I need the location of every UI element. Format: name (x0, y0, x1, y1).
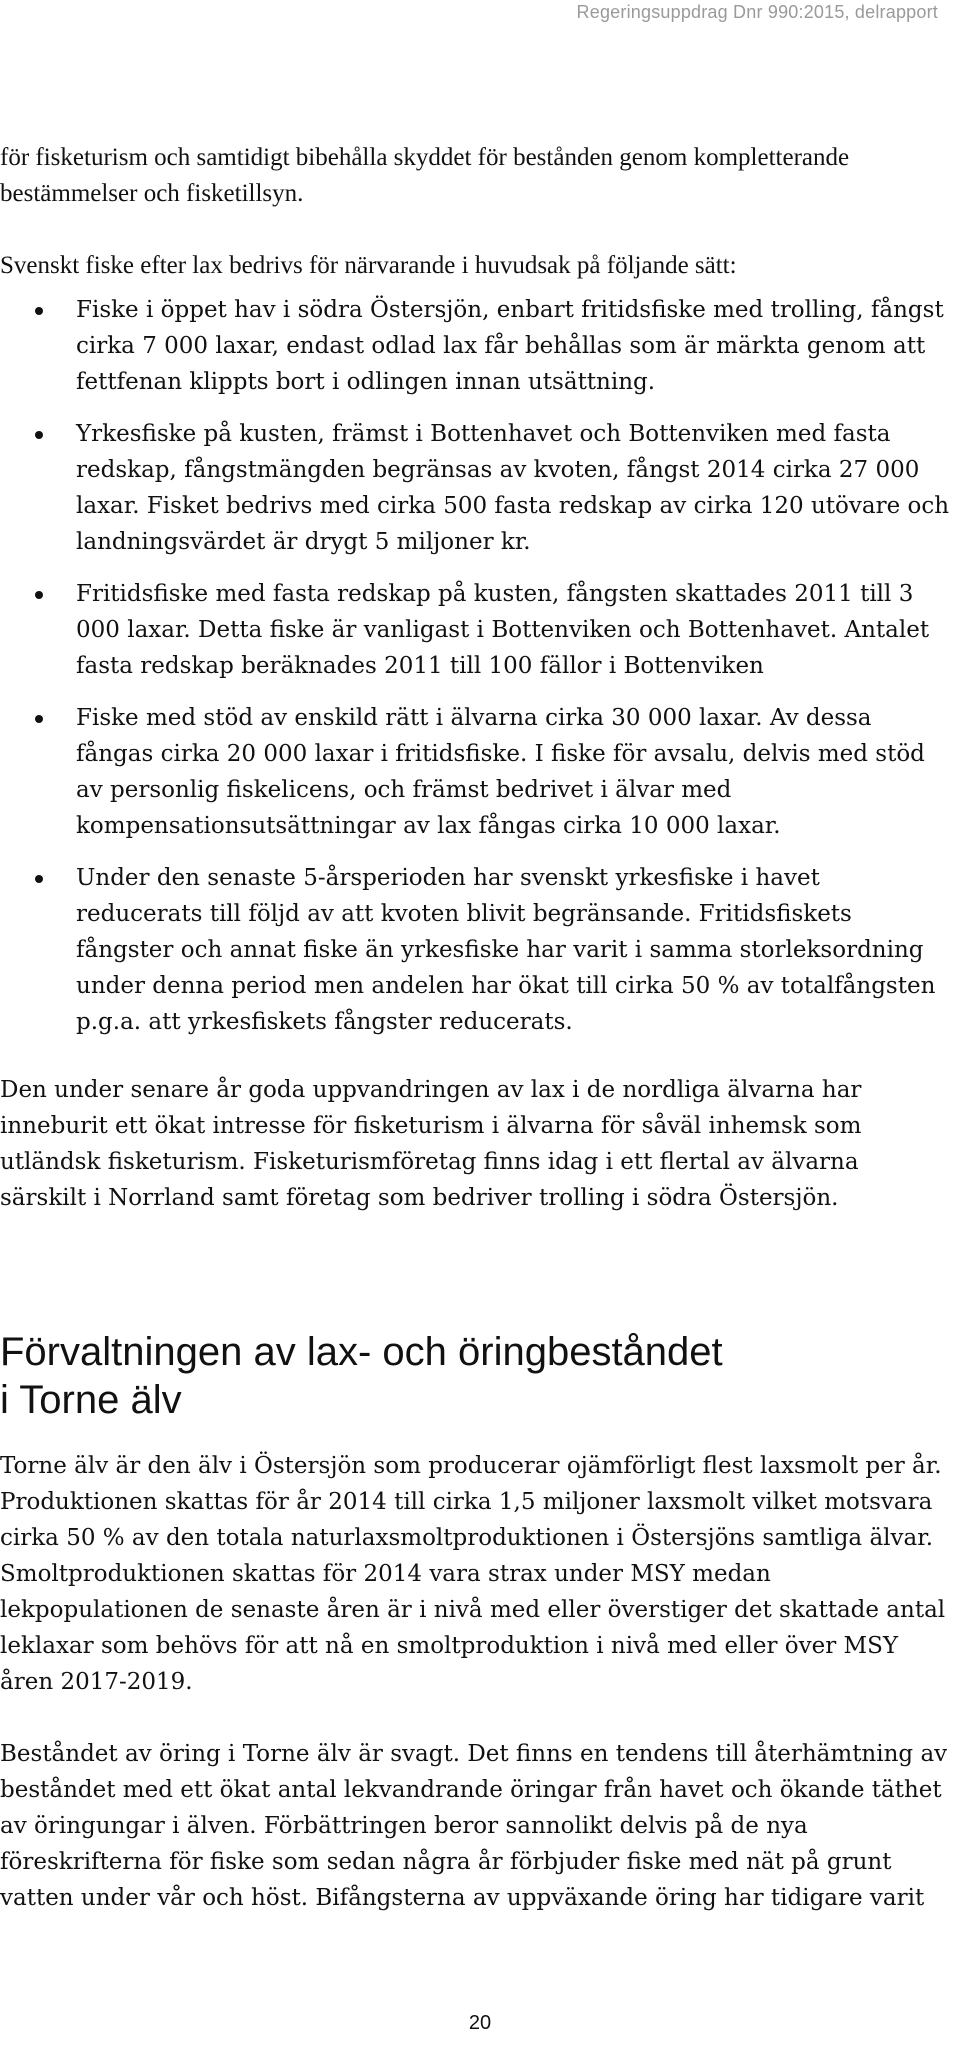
page-number: 20 (468, 2012, 492, 2034)
list-item-text: Fritidsfiske med fasta redskap på kusten, fångsten skattades 2011 till 3 000 laxar. Detta fiske är vanligast i Bottenviken och Bottenhavet. Antalet fasta redskap beräknades 2011 till 100 fällor i Bottenviken (76, 581, 930, 679)
fisketurism-paragraph: Den under senare år goda uppvandringen av lax i de nordliga älvarna har inneburit ett ökat intresse för fisketurism i älvarna för såväl inhemsk som utländsk fisketurism. Fisketurismföretag finns idag i ett flertal av älvarna särskilt i Norrland samt företag som bedriver trolling i södra Östersjön. (0, 1077, 862, 1211)
intro-paragraph: för fisketurism och samtidigt bibehålla skyddet för bestånden genom kompletterande bestämmelser och fisketillsyn. (0, 144, 850, 207)
bullet-icon (35, 431, 43, 439)
list-item (0, 860, 952, 1040)
section-heading (0, 1328, 952, 1424)
list-intro: Svenskt fiske efter lax bedrivs för närvarande i huvudsak på följande sätt: (0, 252, 737, 279)
list-item-text: Yrkesfiske på kusten, främst i Bottenhavet och Bottenviken med fasta redskap, fångstmängden begränsas av kvoten, fångst 2014 cirka 27 000 laxar. Fisket bedrivs med cirka 500 fasta redskap av cirka 120 utövare och landningsvärdet är drygt 5 miljoner kr. (76, 421, 950, 555)
fishing-methods-list (0, 292, 952, 1040)
running-header: Regeringsuppdrag Dnr 990:2015, delrapport (576, 2, 938, 22)
list-item (0, 576, 952, 684)
bullet-icon (35, 715, 43, 723)
paragraph-spacer (0, 212, 952, 248)
section-heading-line2: i Torne älv (0, 1378, 182, 1422)
list-item (0, 292, 952, 400)
section-heading-line1: Förvaltningen av lax- och öringbeståndet (0, 1330, 723, 1374)
page-content (0, 140, 952, 1916)
list-item-text: Fiske med stöd av enskild rätt i älvarna cirka 30 000 laxar. Av dessa fångas cirka 20 000 laxar i fritidsfiske. I fiske för avsalu, delvis med stöd av personlig fiskelicens, och främst bedrivet i älvar med kompensationsutsättningar av lax fångas cirka 10 000 laxar. (76, 705, 925, 839)
list-item (0, 416, 952, 560)
torne-lax-paragraph: Torne älv är den älv i Östersjön som producerar ojämförligt flest laxsmolt per år. Produktionen skattas för år 2014 till cirka 1,5 miljoner laxsmolt vilket motsvara cirka 50 % av den totala naturlaxsmoltproduktionen i Östersjöns samtliga älvar. Smoltproduktionen skattas för 2014 vara strax under MSY medan lekpopulationen de senaste åren är i nivå med eller överstiger det skattade antal leklaxar som behövs för att nå en smoltproduktion i nivå med eller över MSY åren 2017-2019. (0, 1453, 946, 1695)
list-item-text: Fiske i öppet hav i södra Östersjön, enbart fritidsfiske med trolling, fångst cirka 7 000 laxar, endast odlad lax får behållas som är märkta genom att fettfenan klippts bort i odlingen innan utsättning. (76, 297, 944, 395)
bullet-icon (35, 591, 43, 599)
torne-oring-paragraph: Beståndet av öring i Torne älv är svagt. Det finns en tendens till återhämtning av beståndet med ett ökat antal lekvandrande öringar från havet och ökande täthet av öringungar i älven. Förbättringen beror sannolikt delvis på de nya föreskrifterna för fiske som sedan några år förbjuder fiske med nät på grunt vatten under vår och höst. Bifångsterna av uppväxande öring har tidigare varit (0, 1741, 948, 1911)
bullet-icon (35, 307, 43, 315)
list-item (0, 700, 952, 844)
list-item-text: Under den senaste 5-årsperioden har svenskt yrkesfiske i havet reducerats till följd av att kvoten blivit begränsande. Fritidsfiskets fångster och annat fiske än yrkesfiske har varit i samma storleksordning under denna period men andelen har ökat till cirka 50 % av totalfångsten p.g.a. att yrkesfiskets fångster reducerats. (76, 865, 936, 1035)
bullet-icon (35, 875, 43, 883)
